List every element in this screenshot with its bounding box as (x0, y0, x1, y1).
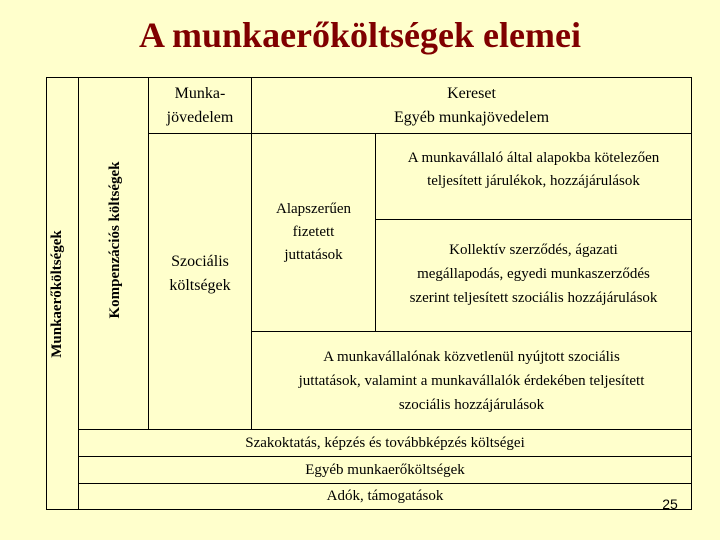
kotelezo-jarulekok-cell (375, 133, 692, 220)
kollektiv-szerzodes-cell (375, 219, 692, 332)
adok-text: Adók, támogatások (326, 488, 444, 504)
szocialis-koltsegek-cell (148, 133, 252, 430)
egyeb-koltsegek-cell (78, 456, 692, 484)
kereset-text: Kereset Egyéb munkajövedelem (393, 84, 550, 126)
adok-cell (78, 483, 692, 510)
szocialis-koltsegek-text: Szociális költségek (169, 252, 231, 294)
egyeb-koltsegek-text: Egyéb munkaerőköltségek (305, 462, 465, 478)
alapszeruen-fizetett-cell (251, 133, 376, 332)
kozvetlen-juttatasok-text: A munkavállalónak közvetlenül nyújtott szociális juttatások, valamint a munkavállalók érdekében teljesített szociális hozzájárulások (298, 348, 645, 413)
kozvetlen-juttatasok-cell (251, 331, 692, 430)
page-title: A munkaerőköltségek elemei (139, 15, 581, 55)
alapszeruen-fizetett-text: Alapszerűen fizetett juttatások (276, 201, 351, 263)
szakoktatas-cell (78, 429, 692, 457)
munka-jovedelem-cell (148, 77, 252, 134)
kollektiv-szerzodes-text: Kollektív szerződés, ágazati megállapodás, egyedi munkaszerződés szerint teljesített szociális hozzájárulások (409, 241, 658, 306)
kotelezo-jarulekok-text: A munkavállaló által alapokba kötelezően teljesített járulékok, hozzájárulások (407, 149, 660, 189)
munkaeroköltsegek-label: Munkaerőköltségek (49, 230, 65, 358)
szakoktatas-text: Szakoktatás, képzés és továbbképzés költségei (245, 435, 525, 451)
kompenzacios-koltsegek-label: Kompenzációs költségek (107, 161, 123, 319)
munka-jovedelem-text: Munka- jövedelem (166, 84, 234, 126)
page-number: 25 (662, 496, 678, 512)
kereset-cell (251, 77, 692, 134)
